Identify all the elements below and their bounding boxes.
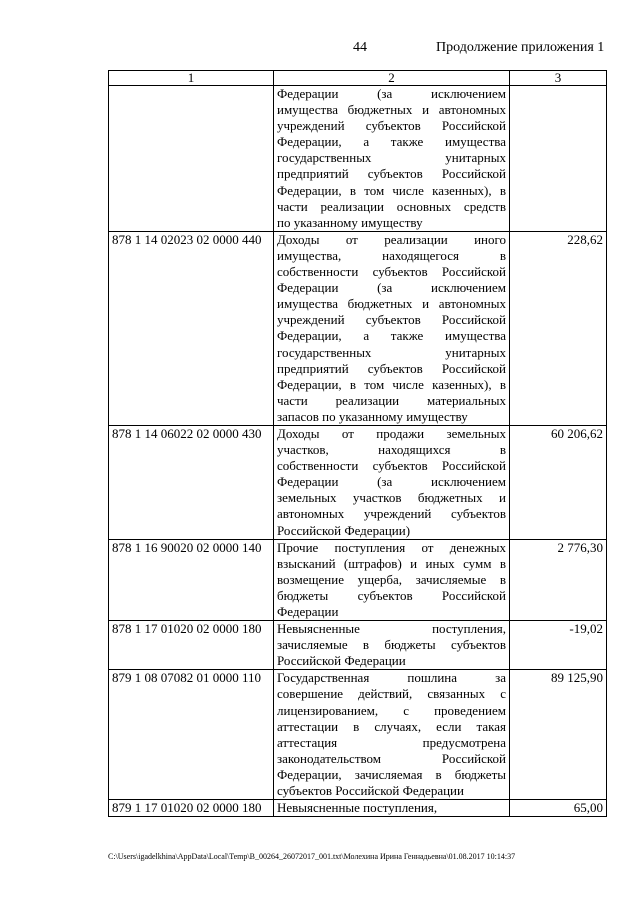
table-row — [109, 425, 607, 539]
description-line: участков, находящихся в — [277, 442, 506, 458]
description-line: части реализации основных средств — [277, 198, 506, 214]
column-header: 1 — [109, 71, 274, 86]
description-line: Федерации — [277, 604, 339, 619]
budget-code-cell: 878 1 16 90020 02 0000 140 — [109, 539, 274, 620]
description-line: Невыясненные поступления, — [277, 800, 438, 816]
description-line: Российской Федерации) — [277, 522, 411, 538]
description-line: Федерации (за исключением — [277, 474, 506, 490]
description-line: бюджеты субъектов Российской — [277, 587, 506, 603]
amount-cell: 60 206,62 — [510, 425, 607, 539]
budget-code-cell: 879 1 08 07082 01 0000 110 — [109, 670, 274, 800]
description-line: государственных унитарных — [277, 344, 506, 360]
description-line: Доходы от реализации иного — [277, 231, 506, 247]
description-line: Федерации (за исключением — [277, 280, 506, 296]
table-row — [109, 231, 607, 425]
amount-cell: 65,00 — [510, 800, 607, 817]
amount-cell: -19,02 — [510, 621, 607, 670]
description-line: возмещение ущерба, зачисляемые в — [277, 571, 506, 587]
description-line: Прочие поступления от денежных — [277, 539, 506, 555]
description-line: Федерации, в том числе казенных), в — [277, 182, 506, 198]
description-line: совершение действий, связанных с — [277, 686, 506, 702]
description-line: Государственная пошлина за — [277, 670, 506, 686]
description-line: лицензированием, с проведением — [277, 702, 506, 718]
column-header: 2 — [274, 71, 510, 86]
budget-code-cell: 878 1 14 06022 02 0000 430 — [109, 425, 274, 539]
description-cell — [274, 800, 510, 817]
description-cell — [274, 425, 510, 539]
description-line: автономных учреждений субъектов — [277, 506, 506, 522]
description-line: Федерации (за исключением — [277, 86, 506, 101]
description-line: взысканий (штрафов) и иных сумм в — [277, 555, 506, 571]
description-line: Федерации, а также имущества — [277, 328, 506, 344]
description-line: учреждений субъектов Российской — [277, 118, 506, 134]
description-cell — [274, 86, 510, 232]
description-line: предприятий субъектов Российской — [277, 360, 506, 376]
description-line: законодательством Российской — [277, 750, 506, 766]
budget-code-cell: 878 1 14 02023 02 0000 440 — [109, 231, 274, 425]
table-row — [109, 621, 607, 670]
amount-cell — [510, 86, 607, 232]
description-line: Российской Федерации — [277, 653, 406, 669]
description-line: Невыясненные поступления, — [277, 621, 506, 637]
description-line: части реализации материальных — [277, 392, 506, 408]
budget-code-cell: 878 1 17 01020 02 0000 180 — [109, 621, 274, 670]
file-path-footer: C:\Users\igadelkhina\AppData\Local\Temp\B_00264_26072017_001.txt\Молехина Ирина Геннадьевна\01.08.2017 10:14:37 — [108, 852, 516, 861]
description-line: собственности субъектов Российской — [277, 264, 506, 280]
description-line: по указанному имуществу — [277, 214, 423, 230]
continuation-label: Продолжение приложения 1 — [436, 40, 605, 55]
description-line: имущества бюджетных и автономных — [277, 102, 506, 118]
description-line: учреждений субъектов Российской — [277, 312, 506, 328]
revenue-table — [108, 70, 607, 817]
description-line: Федерации, в том числе казенных), в — [277, 376, 506, 392]
budget-code-cell — [109, 86, 274, 232]
description-cell — [274, 621, 510, 670]
description-line: предприятий субъектов Российской — [277, 166, 506, 182]
table-body — [109, 86, 607, 817]
description-line: Федерации, зачисляемая в бюджеты — [277, 766, 506, 782]
description-line: имущества бюджетных и автономных — [277, 296, 506, 312]
budget-code-cell: 879 1 17 01020 02 0000 180 — [109, 800, 274, 817]
table-row — [109, 539, 607, 620]
table-row — [109, 670, 607, 800]
amount-cell: 2 776,30 — [510, 539, 607, 620]
description-line: государственных унитарных — [277, 150, 506, 166]
amount-cell: 228,62 — [510, 231, 607, 425]
description-cell — [274, 670, 510, 800]
table-row — [109, 86, 607, 232]
description-line: Доходы от продажи земельных — [277, 425, 506, 441]
description-line: аттестации в случаях, если такая — [277, 718, 506, 734]
description-line: собственности субъектов Российской — [277, 458, 506, 474]
description-line: зачисляемые в бюджеты субъектов — [277, 637, 506, 653]
description-cell — [274, 539, 510, 620]
table-header-row — [109, 71, 607, 86]
description-line: запасов по указанному имуществу — [277, 408, 468, 424]
column-header: 3 — [510, 71, 607, 86]
description-cell — [274, 231, 510, 425]
amount-cell: 89 125,90 — [510, 670, 607, 800]
description-line: субъектов Российской Федерации — [277, 783, 464, 799]
description-line: аттестация предусмотрена — [277, 734, 506, 750]
page-number: 44 — [353, 40, 367, 55]
description-line: земельных участков бюджетных и — [277, 490, 506, 506]
description-line: Федерации, а также имущества — [277, 134, 506, 150]
table-row — [109, 800, 607, 817]
description-line: имущества, находящегося в — [277, 247, 506, 263]
